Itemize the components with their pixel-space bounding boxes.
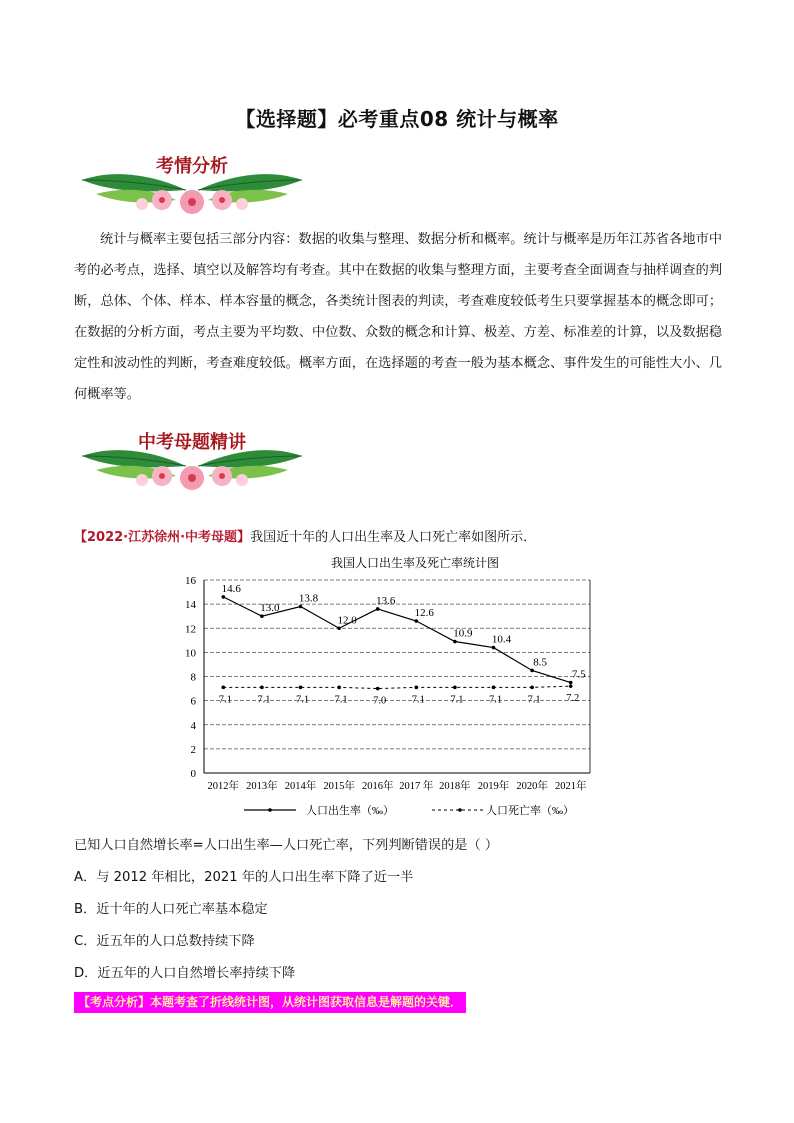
y-tick-label: 8 xyxy=(190,671,196,684)
birth-rate-point xyxy=(299,605,303,609)
section-heading-analysis: 考情分析 xyxy=(156,156,228,177)
x-tick-label: 2021年 xyxy=(554,781,587,792)
option-c: C．近五年的人口总数持续下降 xyxy=(74,934,255,949)
birth-rate-point xyxy=(376,607,380,611)
x-tick-label: 2014年 xyxy=(284,781,317,792)
birth-rate-point xyxy=(337,626,341,630)
option-a: A．与 2012 年相比，2021 年的人口出生率下降了近一半 xyxy=(74,870,414,885)
x-tick-label: 2015年 xyxy=(323,781,355,792)
y-tick-label: 0 xyxy=(190,768,196,780)
page-title: 【选择题】必考重点08 统计与概率 xyxy=(235,107,559,131)
birth-rate-label: 13.8 xyxy=(298,592,319,605)
y-tick-label: 2 xyxy=(190,743,196,756)
legend-birth-marker xyxy=(268,808,272,812)
birth-rate-label: 10.4 xyxy=(491,633,512,646)
death-rate-label: 7.1 xyxy=(411,694,425,706)
legend-death-marker xyxy=(458,808,462,812)
death-rate-label: 7.2 xyxy=(566,693,580,705)
birth-rate-label: 14.6 xyxy=(221,582,241,595)
section-banner-example xyxy=(76,426,308,496)
birth-rate-point xyxy=(415,619,419,623)
intro-line: 概念、事件发生的可能性大小、几何概率等。 xyxy=(74,356,722,402)
source-tag: 【2022·江苏徐州·中考母题】 xyxy=(74,530,251,545)
y-tick-label: 16 xyxy=(185,575,196,587)
birth-rate-point xyxy=(492,646,496,650)
source-text: 我国近十年的人口出生率及人口死亡率如图所示． xyxy=(250,530,537,545)
death-rate-point xyxy=(260,686,264,690)
death-rate-label: 7.1 xyxy=(334,694,348,706)
birth-rate-label: 10.9 xyxy=(453,627,473,640)
y-tick-label: 6 xyxy=(190,695,196,708)
death-rate-point xyxy=(299,686,303,690)
x-tick-label: 2016年 xyxy=(361,781,394,792)
y-tick-label: 12 xyxy=(185,623,196,636)
birth-rate-point xyxy=(569,681,573,685)
death-rate-point xyxy=(337,686,341,690)
chart-legend xyxy=(244,803,574,817)
death-rate-point xyxy=(569,684,573,688)
intro-line: 地市中考的必考点，选择、填空以及解答均有考查。其中在数据的收集与整理方面，主要考查全面调查与 xyxy=(74,232,723,278)
x-axis-ticks xyxy=(208,779,587,792)
y-tick-label: 4 xyxy=(190,719,196,732)
birth-rate-label: 12.0 xyxy=(337,614,357,627)
death-rate-label: 7.1 xyxy=(295,694,310,706)
death-rate-point xyxy=(222,686,226,690)
death-rate-line xyxy=(223,686,570,688)
intro-line: 握基本的概念即可；在数据的分析方面，考点主要为平均数、中位数、众数的概念和计算、极差、方差、 xyxy=(74,294,723,340)
birth-rate-label: 13.0 xyxy=(260,602,280,615)
intro-paragraph xyxy=(74,224,722,410)
birth-rate-point xyxy=(260,614,264,618)
x-tick-label: 2017 年 xyxy=(399,781,434,792)
question-stem: 已知人口自然增长率=人口出生率—人口死亡率，下列判断错误的是（ ） xyxy=(74,838,499,853)
birth-rate-label: 7.5 xyxy=(571,668,586,681)
death-rate-label: 7.1 xyxy=(488,694,503,706)
x-tick-label: 2013年 xyxy=(246,781,278,792)
death-rate-label: 7.1 xyxy=(218,694,232,706)
x-tick-label: 2020年 xyxy=(516,781,548,792)
section-heading-example: 中考母题精讲 xyxy=(138,432,246,453)
chart-title: 我国人口出生率及死亡率统计图 xyxy=(330,556,500,570)
birth-rate-label: 13.6 xyxy=(376,594,396,607)
series-death-rate xyxy=(219,684,580,706)
y-axis-ticks xyxy=(185,575,197,780)
y-tick-label: 14 xyxy=(185,599,196,612)
x-tick-label: 2012年 xyxy=(207,781,240,792)
birth-rate-label: 12.6 xyxy=(414,607,434,620)
death-rate-label: 7.0 xyxy=(373,695,387,707)
birth-rate-label: 8.5 xyxy=(533,656,547,669)
x-tick-label: 2018年 xyxy=(439,781,471,792)
analysis-note: 【考点分析】本题考查了折线统计图，从统计图获取信息是解题的关键． xyxy=(74,992,466,1013)
legend-death-label: 人口死亡率（‰） xyxy=(486,805,574,817)
death-rate-label: 7.1 xyxy=(257,694,271,706)
option-d: D．近五年的人口自然增长率持续下降 xyxy=(74,966,296,981)
death-rate-point xyxy=(453,686,457,690)
death-rate-label: 7.1 xyxy=(527,694,541,706)
question-source xyxy=(74,526,536,545)
x-tick-label: 2019年 xyxy=(477,781,510,792)
birth-rate-point xyxy=(453,640,457,644)
series-birth-rate xyxy=(222,583,587,684)
birth-rate-point xyxy=(530,669,534,673)
death-rate-point xyxy=(376,687,380,691)
line-chart xyxy=(160,553,630,825)
death-rate-point xyxy=(492,686,496,690)
death-rate-point xyxy=(415,686,419,690)
intro-line: 标准差的计算，以及数据稳定性和波动性的判断，考查难度较低。概率方面，在选择题的考查一般为基本 xyxy=(74,325,723,371)
intro-line: 抽样调查的判断，总体、个体、样本、样本容量的概念，各类统计图表的判读，考查难度较低考生只要掌 xyxy=(74,263,723,309)
option-b: B．近十年的人口死亡率基本稳定 xyxy=(74,902,268,917)
section-banner-analysis xyxy=(76,150,308,220)
death-rate-label: 7.1 xyxy=(450,694,464,706)
birth-rate-point xyxy=(222,595,226,599)
death-rate-point xyxy=(530,686,534,690)
y-tick-label: 10 xyxy=(185,647,196,660)
intro-line: 统计与概率主要包括三部分内容：数据的收集与整理、数据分析和概率。统计与概率是历年江苏省各 xyxy=(100,232,683,247)
legend-birth-label: 人口出生率（‰） xyxy=(306,805,394,817)
